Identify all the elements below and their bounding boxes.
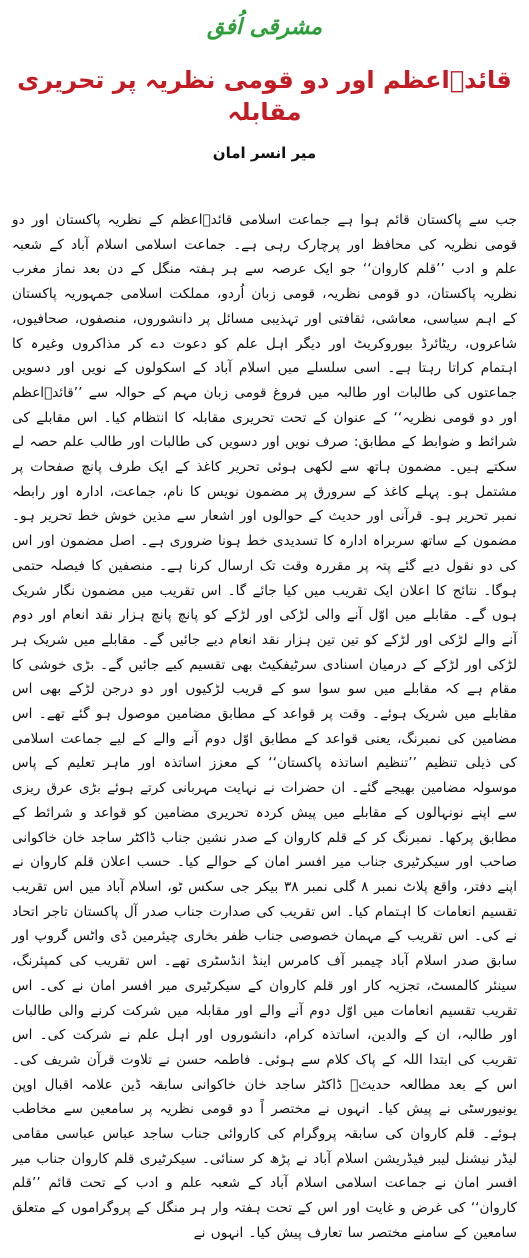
- headline: قائدؒاعظم اور دو قومی نظریہ پر تحریری مقابلہ: [17, 66, 512, 126]
- article-body: [12, 208, 517, 1246]
- section-title: مشرقی اُفق: [206, 15, 323, 40]
- article-header: [12, 14, 517, 164]
- byline: میر انسر امان: [212, 144, 317, 162]
- article-paragraph: جب سے پاکستان قائم ہوا ہے جماعت اسلامی قائدؒاعظم کے نظریہ پاکستان اور دو قومی نظریہ کی محافظ اور پرچارک رہی ہے۔ جماعت اسلامی اسلام آباد کے شعبہ علم و ادب ’’قلم کاروان‘‘ جو ایک عرصہ سے ہر ہفتہ منگل کے دن بعد نماز مغرب نظریہ پاکستان، دو قومی نظریہ، قومی زبان اُردو، مملکت اسلامی جمہوریہ پاکستان کے اہم سیاسی، معاشی، ثقافتی اور تہذیبی مسائل پر دانشوروں، منصفوں، صحافیوں، شاعروں، ریٹائرڈ بیوروکریٹ اور دیگر اہل علم کو دعوت دے کر مذاکروں وغیرہ کا اہتمام کراتا رہتا ہے۔ اسی سلسلے میں اسلام آباد کے اسکولوں کے نویں اور دسویں جماعتوں کی طالبات اور طالبہ میں فروغ قومی زبان مہم کے حوالہ سے ’’قائدؒاعظم اور دو قومی نظریہ‘‘ کے عنوان کے تحت تحریری مقابلہ کا انتظام کیا۔ اس مقابلے کی شرائط و ضوابط کے مطابق: صرف نویں اور دسویں کی طالبات اور طالب علم حصہ لے سکتے ہیں۔ مضمون ہاتھ سے لکھی ہوئی تحریر کاغذ کے ایک طرف پانچ صفحات پر مشتمل ہو۔ پہلے کاغذ کے سرورق پر مضمون نویس کا نام، جماعت، ادارہ اور رابطہ نمبر تحریر ہو۔ قرآنی اور حدیث کے حوالوں اور اشعار سے مذین خوش خط تحریر ہو۔ مضمون کے ساتھ سربراہ ادارہ کا تسدیدی خط ہونا ضروری ہے۔ اصل مضمون اور اس کی دو نقول دیے گئے پتہ پر مقررہ وقت تک ارسال کرنا ہے۔ منصفین کا فیصلہ حتمی ہوگا۔ نتائج کا اعلان ایک تقریب میں کیا جائے گا۔ اس تقریب میں مضمون نگار شریک ہوں گے۔ مقابلے میں اوّل آنے والی لڑکی اور لڑکے کو پانچ پانچ ہزار نقد انعام اور دوم آنے والے لڑکی اور لڑکے کو تین تین ہزار نقد انعام دیے جائیں گے۔ مقابلے میں شریک ہر لڑکی اور لڑکے کے درمیان اسنادی سرٹیفکیٹ بھی تقسیم کیے جائیں گے۔ بڑی خوشی کا مقام ہے کہ مقابلے میں سو سوا سو کے قریب لڑکیوں اور دو درجن لڑکے بھی اس مقابلے میں شریک ہوئے۔ وقت پر قواعد کے مطابق مضامین موصول ہو گئے تھے۔ اس مضامین کی نمبرنگ، یعنی قواعد کے مطابق اوّل دوم آنے والے کے لیے جماعت اسلامی کی ذیلی تنظیم ’’تنظیم اساتذہ پاکستان‘‘ کے معزز اساتذہ اور ماہر تعلیم کے پاس موسولہ مضامین بھیجے گئے۔ ان حضرات نے نہایت مہربانی کرتے ہوئے بڑی عرق ریزی سے اپنے نونہالوں کے مقابلے میں پیش کردہ تحریری مضامین کو قواعد و شرائط کے مطابق پرکھا۔ نمبرنگ کر کے قلم کاروان کے صدر نشین جناب ڈاکٹر ساجد خان خاکوانی صاحب اور سیکرٹیری جناب میر افسر امان کے حوالے کیا۔ حسب اعلان قلم کاروان نے اپنے دفتر، واقع پلاٹ نمبر ۸ گلی نمبر ۳۸ بیکر جی سکس ٹو، اسلام آباد میں اس تقریب تقسیم انعامات کا اہتمام کیا۔ اس تقریب کی صدارت جناب صدر آل پاکستان تاجر اتحاد نے کی۔ اس تقریب کے مہمان خصوصی جناب ظفر بخاری چیئرمین ڈی واٹس گروپ اور سابق صدر اسلام آباد چیمبر آف کامرس اینڈ انڈسٹری تھے۔ اس تقریب کی کمپئرنگ، سینئر کالمسٹ، تجزیہ کار اور قلم کاروان کے سیکرٹیری میر افسر امان نے کی۔ اس تقریب تقسیم انعامات میں اوّل دوم آنے والے اور مقابلہ میں شرکت کرنے والی طالبات اور طالبہ، ان کے والدین، اساتذہ کرام، دانشوروں اور اہل علم نے شرکت کی۔ اس تقریب کی ابتدا اللہ کے پاک کلام سے ہوئی۔ فاطمہ حسن نے تلاوت قرآن شریف کی۔ اس کے بعد مطالعہ حدیثؐ ڈاکٹر ساجد خان خاکوانی سابقہ ڈین علامہ اقبال اوپن یونیورسٹی نے پیش کیا۔ انہوں نے مختصر اً دو قومی نظریہ پر سامعین سے مخاطب ہوئے۔ قلم کاروان کی سابقہ پروگرام کی کاروائی جناب ساجد عباس عباسی مقامی لیڈر نیشنل لیبر فیڈریشن اسلام آباد نے پڑھ کر سنائی۔ سیکرٹیری قلم کاروان جناب میر افسر امان نے جماعت اسلامی اسلام آباد کے شعبہ علم و ادب کے تحت قائم ’’قلم کاروان‘‘ کی غرض و غایت اور اس کے تحت ہفتہ وار ہر منگل کے پروگراموں کے متعلق سامعین کے سامنے مختصر سا تعارف پیش کیا۔ انہوں نے: [12, 212, 517, 1241]
